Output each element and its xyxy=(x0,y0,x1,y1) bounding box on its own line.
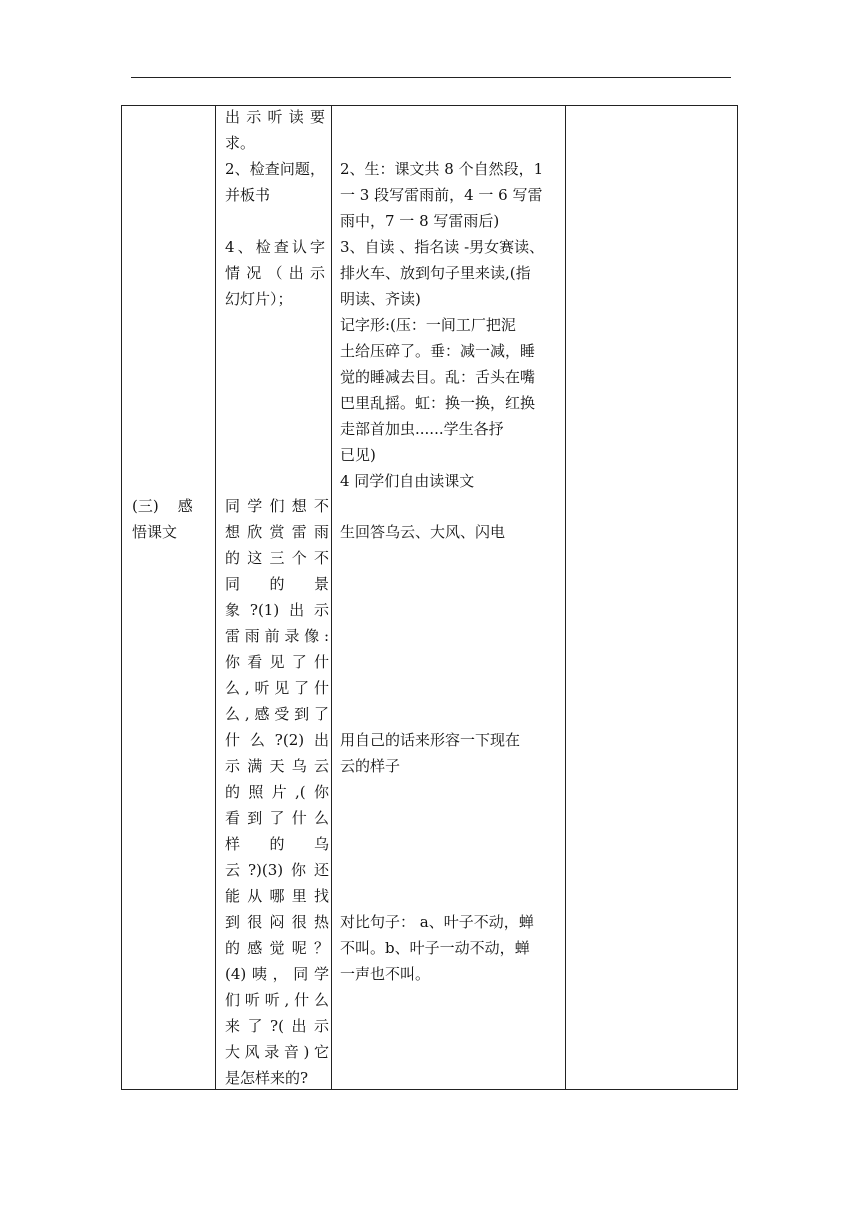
teacher-text-line: 同 的 景 xyxy=(225,575,329,593)
table-border-top xyxy=(121,105,738,106)
teacher-text-line: 到很闷很热 xyxy=(225,913,329,931)
student-compare-cell xyxy=(340,909,562,987)
notes-cell xyxy=(570,110,730,1080)
student-text-line: 云的样子 xyxy=(340,757,401,775)
student-activity-cell xyxy=(340,156,562,494)
table-border-left xyxy=(121,105,122,1090)
student-text-line: 对比句子： a、叶子不动，蝉 xyxy=(340,913,534,931)
teacher-text-line: 看到了什么 xyxy=(225,809,329,827)
column-divider-2 xyxy=(331,105,332,1090)
student-text-line: 觉的睡减去目。乱：舌头在嘴 xyxy=(340,368,536,386)
student-text-line: 明读、齐读) xyxy=(340,290,421,308)
teacher-text-line: 么,听见了什 xyxy=(225,679,329,697)
teacher-text-line: 什么?(2)出 xyxy=(225,731,329,749)
section-label-line-2: 悟课文 xyxy=(132,523,178,541)
teacher-text-line: 4、检查认字 xyxy=(225,238,325,256)
student-text-line: 已见) xyxy=(340,446,376,464)
teacher-text-line: (4)咦，同学 xyxy=(225,965,329,983)
teacher-text-line: 出示听读要 xyxy=(225,108,325,126)
teacher-text-line: 你看见了什 xyxy=(225,653,329,671)
student-text-line: 3、自读 、指名读 -男女赛读、 xyxy=(340,238,545,256)
teacher-question-cell xyxy=(225,493,329,1091)
teacher-text-line: 大风录音)它 xyxy=(225,1043,329,1061)
student-text-line: 4 同学们自由读课文 xyxy=(340,472,475,490)
teacher-text-line: 样 的 乌 xyxy=(225,835,329,853)
teacher-text-line: 并板书 xyxy=(225,186,271,204)
teacher-text-line: 的照片,(你 xyxy=(225,783,329,801)
student-text-line: 土给压碎了。垂：减一减，睡 xyxy=(340,342,536,360)
student-text-line: 一声也不叫。 xyxy=(340,965,431,983)
teacher-text-line: 示满天乌云 xyxy=(225,757,329,775)
table-border-bottom xyxy=(121,1089,738,1090)
section-label-cell xyxy=(132,493,210,545)
student-text-line: 2、生：课文共 8 个自然段，1 xyxy=(340,160,544,178)
student-text-line: 生回答乌云、大风、闪电 xyxy=(340,523,506,541)
column-divider-1 xyxy=(215,105,216,1090)
teacher-text-line: 雷雨前录像: xyxy=(225,627,329,645)
teacher-text-line: 情况（出示 xyxy=(225,264,325,282)
student-describe-cell xyxy=(340,727,562,779)
column-divider-3 xyxy=(565,105,566,1090)
teacher-activity-cell xyxy=(225,104,325,312)
student-text-line: 巴里乱摇。虹：换一换，红换 xyxy=(340,394,536,412)
teacher-text-line: 能从哪里找 xyxy=(225,887,329,905)
student-text-line: 走部首加虫......学生各抒 xyxy=(340,420,504,438)
section-label-line-1: (三) 感 xyxy=(132,497,193,515)
teacher-text-line: 2、检查问题， xyxy=(225,160,325,178)
student-text-line: 记字形:(压：一间工厂把泥 xyxy=(340,316,516,334)
student-text-line: 不叫。b、叶子一动不动，蝉 xyxy=(340,939,530,957)
student-text-line: 一 3 段写雷雨前，4 一 6 写雷 xyxy=(340,186,543,204)
student-text-line: 雨中，7 一 8 写雷雨后) xyxy=(340,212,500,230)
teacher-text-line: 们听听,什么 xyxy=(225,991,329,1009)
student-text-line: 排火车、放到句子里来读,(指 xyxy=(340,264,531,282)
teacher-text-line: 的这三个不 xyxy=(225,549,329,567)
teacher-text-line: 幻灯片）； xyxy=(225,290,293,308)
student-answer-cell xyxy=(340,519,562,545)
teacher-text-line: 象?(1)出示 xyxy=(225,601,329,619)
teacher-text-line: 同学们想不 xyxy=(225,497,329,515)
header-rule xyxy=(131,77,731,78)
student-text-line: 用自己的话来形容一下现在 xyxy=(340,731,521,749)
teacher-text-line: 求。 xyxy=(225,134,256,152)
teacher-text-line: 么,感受到了 xyxy=(225,705,329,723)
table-border-right xyxy=(737,105,738,1090)
teacher-text-line: 来了?(出示 xyxy=(225,1017,329,1035)
teacher-text-line: 想欣赏雷雨 xyxy=(225,523,329,541)
teacher-text-line: 的感觉呢？ xyxy=(225,939,329,957)
teacher-text-line: 是怎样来的? xyxy=(225,1069,309,1087)
teacher-text-line: 云?)(3)你还 xyxy=(225,861,329,879)
